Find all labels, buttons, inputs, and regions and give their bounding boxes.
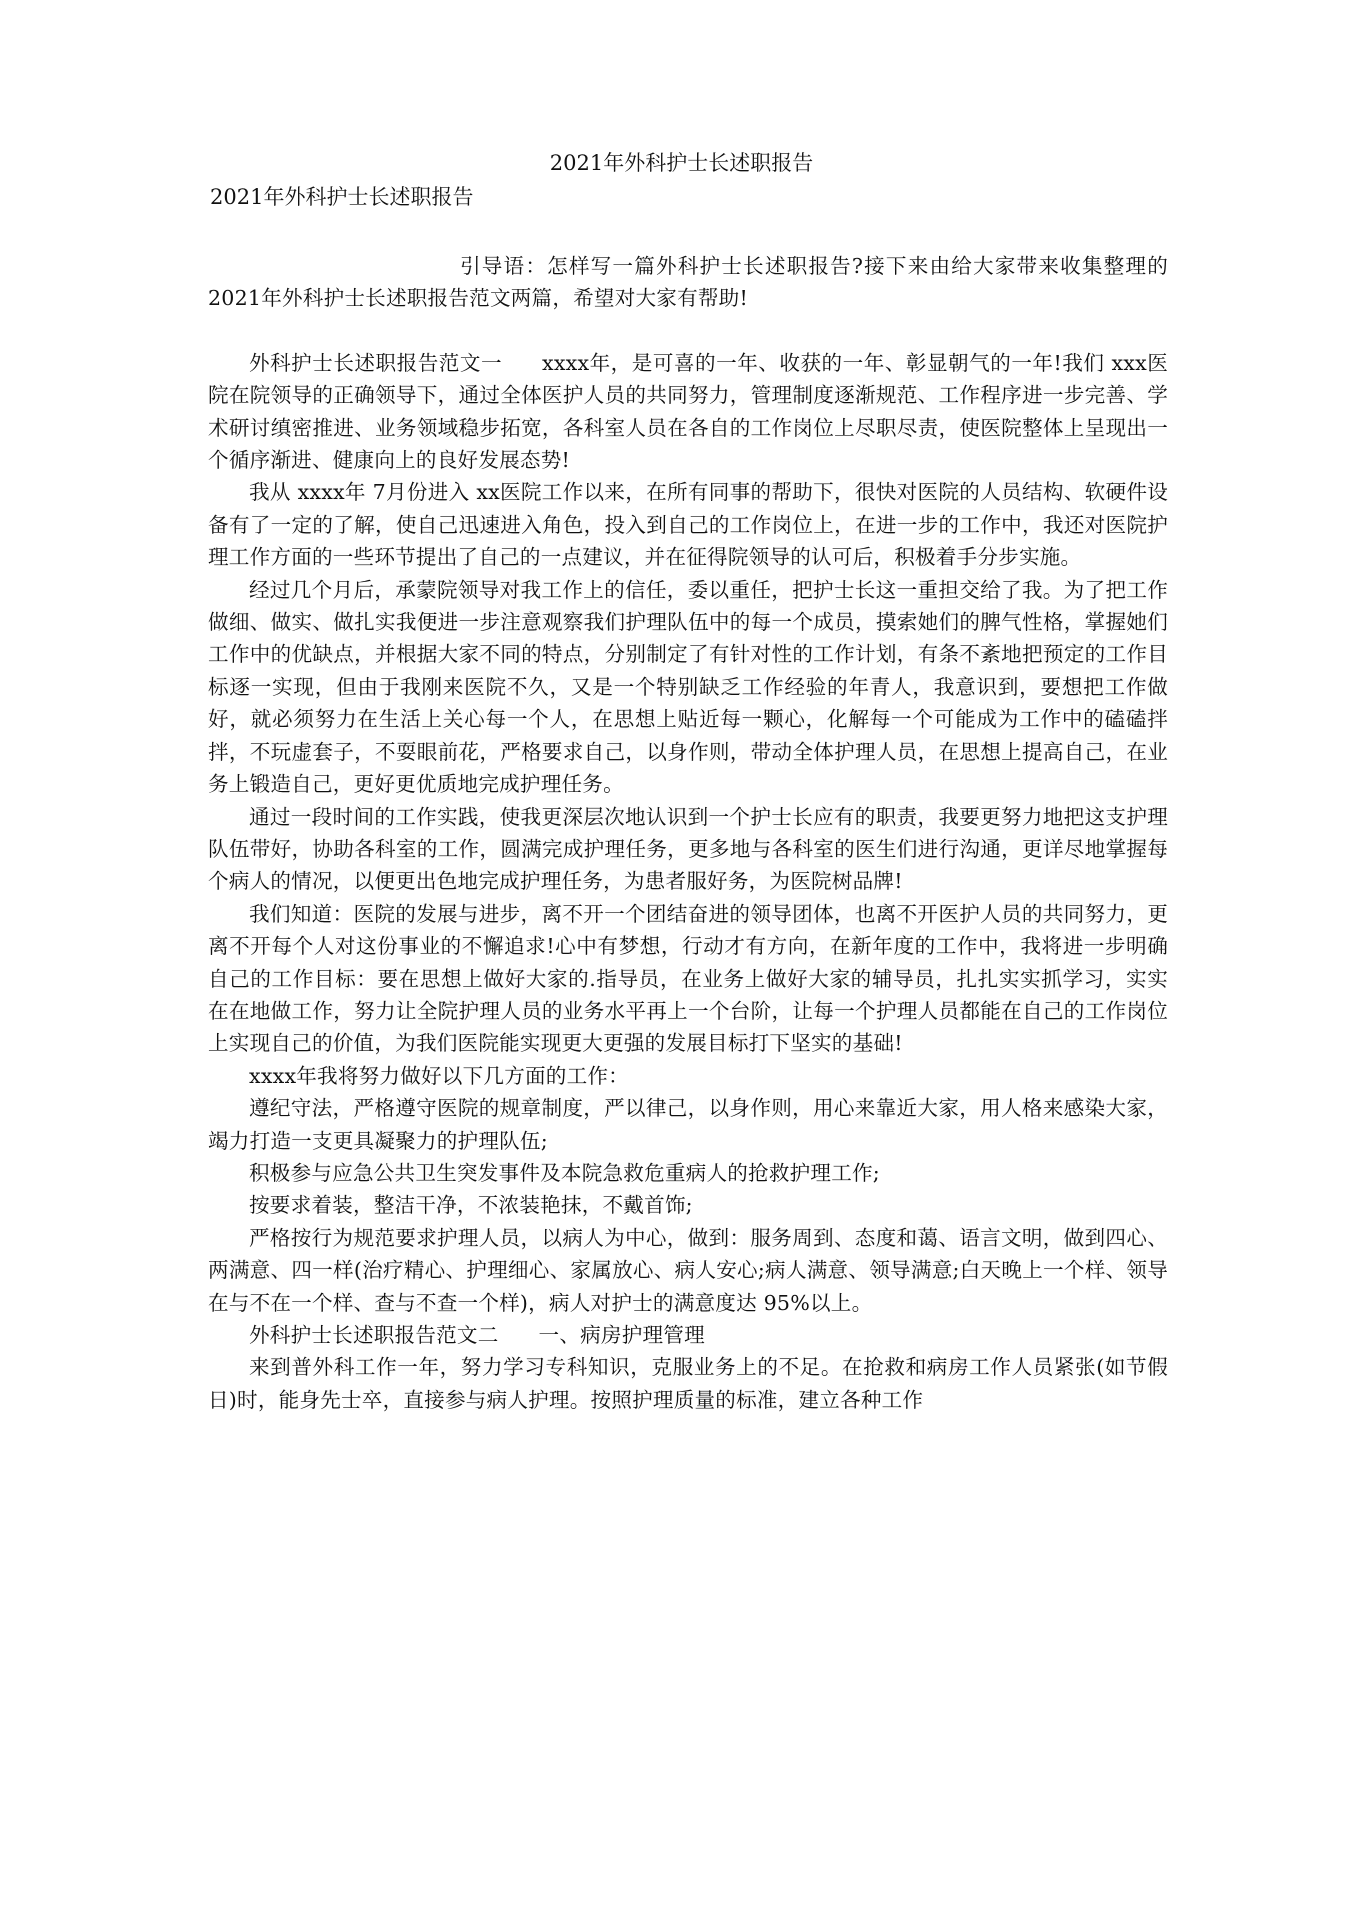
sample1-heading: 外科护士长述职报告范文一 <box>249 350 503 375</box>
intro-paragraph: 引导语：怎样写一篇外科护士长述职报告?接下来由给大家带来收集整理的 2021年外科护士长述职报告范文两篇，希望对大家有帮助! <box>208 254 1168 311</box>
document-title: 2021年外科护士长述职报告 <box>549 151 814 175</box>
paragraph: 我从 xxxx年 7月份进入 xx医院工作以来，在所有同事的帮助下，很快对医院的人员结构、软硬件设备有了一定的了解，使自己迅速进入角色，投入到自己的工作岗位上，在进一步的工作中，我还对医院护理工作方面的一些环节提出了自己的一点建议，并在征得院领导的认可后，积极着手分步实施。 <box>208 480 1168 570</box>
paragraph-sample1-opening <box>208 347 1168 477</box>
paragraph: 按要求着装，整洁干净，不浓装艳抹，不戴首饰; <box>249 1193 693 1218</box>
sample2-heading: 外科护士长述职报告范文二 <box>249 1323 499 1347</box>
paragraph: 遵纪守法，严格遵守医院的规章制度，严以律己，以身作则，用心来靠近大家，用人格来感染大家，竭力打造一支更具凝聚力的护理队伍; <box>208 1096 1168 1153</box>
paragraph: 经过几个月后，承蒙院领导对我工作上的信任，委以重任，把护士长这一重担交给了我。为了把工作做细、做实、做扎实我便进一步注意观察我们护理队伍中的每一个成员，摸索她们的脾气性格，掌握她们工作中的优缺点，并根据大家不同的特点，分别制定了有针对性的工作计划，有条不紊地把预定的工作目标逐一实现，但由于我刚来医院不久，又是一个特别缺乏工作经验的年青人，我意识到，要想把工作做好，就必须努力在生活上关心每一个人，在思想上贴近每一颗心，化解每一个可能成为工作中的磕磕拌拌，不玩虚套子，不耍眼前花，严格要求自己，以身作则，带动全体护理人员，在思想上提高自己，在业务上锻造自己，更好更优质地完成护理任务。 <box>208 577 1168 797</box>
paragraph: xxxx年我将努力做好以下几方面的工作： <box>249 1063 629 1088</box>
paragraph: 积极参与应急公共卫生突发事件及本院急救危重病人的抢救护理工作; <box>249 1160 880 1185</box>
document-body <box>208 250 1168 1416</box>
paragraph: 通过一段时间的工作实践，使我更深层次地认识到一个护士长应有的职责，我要更努力地把这支护理队伍带好，协助各科室的工作，圆满完成护理任务，更多地与各科室的医生们进行沟通，更详尽地掌握每个病人的情况，以便更出色地完成护理任务，为患者服好务，为医院树品牌! <box>208 804 1168 894</box>
sample2-section-heading: 一、病房护理管理 <box>538 1323 705 1347</box>
blank-line <box>208 315 1168 347</box>
paragraph-text: xxxx年，是可喜的一年、收获的一年、彰显朝气的一年!我们 xxx医院在院领导的正确领导下，通过全体医护人员的共同努力，管理制度逐渐规范、工作程序进一步完善、学术研讨缜密推进、业务领域稳步拓宽，各科室人员在各自的工作岗位上尽职尽责，使医院整体上呈现出一个循序渐进、健康向上的良好发展态势! <box>208 350 1169 473</box>
paragraph: 来到普外科工作一年，努力学习专科知识，克服业务上的不足。在抢救和病房工作人员紧张(如节假日)时，能身先士卒，直接参与病人护理。按照护理质量的标准，建立各种工作 <box>208 1355 1168 1412</box>
paragraph-sample2-opening <box>208 1319 1168 1351</box>
paragraph: 严格按行为规范要求护理人员，以病人为中心，做到：服务周到、态度和蔼、语言文明，做到四心、两满意、四一样(治疗精心、护理细心、家属放心、病人安心;病人满意、领导满意;白天晚上一个样、领导在与不在一个样、查与不查一个样)，病人对护士的满意度达 95%以上。 <box>208 1225 1168 1315</box>
paragraph: 我们知道：医院的发展与进步，离不开一个团结奋进的领导团体，也离不开医护人员的共同努力，更离不开每个人对这份事业的不懈追求!心中有梦想，行动才有方向，在新年度的工作中，我将进一步明确自己的工作目标：要在思想上做好大家的.指导员，在业务上做好大家的辅导员，扎扎实实抓学习，实实在在地做工作，努力让全院护理人员的业务水平再上一个台阶，让每一个护理人员都能在自己的工作岗位上实现自己的价值，为我们医院能实现更大更强的发展目标打下坚实的基础! <box>208 901 1168 1056</box>
document-subtitle: 2021年外科护士长述职报告 <box>210 185 474 209</box>
